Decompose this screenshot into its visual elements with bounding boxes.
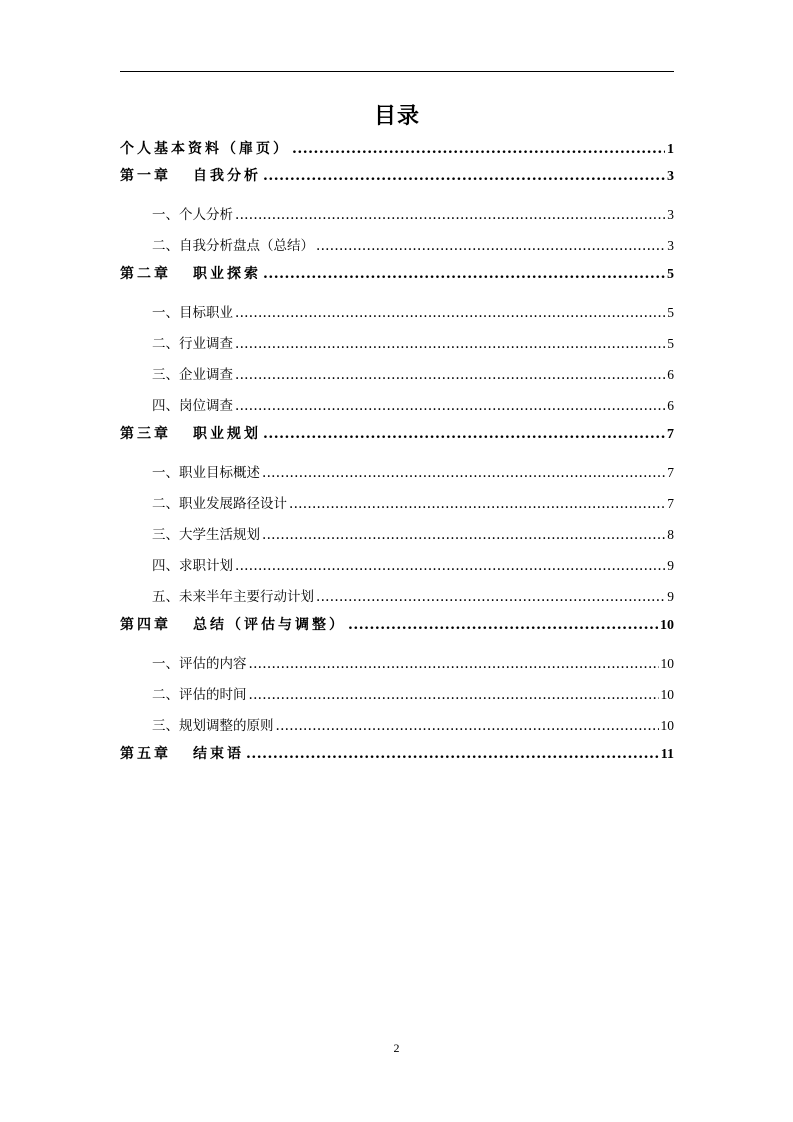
toc-entry-label: 一、个人分析 — [152, 207, 233, 223]
toc-section[interactable] — [120, 199, 674, 230]
toc-dot-leader — [235, 298, 665, 329]
toc-chapter-4[interactable] — [120, 612, 674, 639]
toc-entry-page: 5 — [667, 305, 674, 320]
toc-entry-page: 9 — [667, 589, 674, 604]
toc-section[interactable] — [120, 457, 674, 488]
toc-chapter-title: 职业探索 — [193, 266, 261, 282]
toc-title: 目录 — [373, 104, 420, 129]
toc-section[interactable] — [120, 710, 674, 741]
toc-chapter-5[interactable] — [120, 741, 674, 768]
toc-entry-label: 四、求职计划 — [152, 558, 233, 574]
toc-chapter-number: 第四章 — [120, 617, 171, 633]
toc-section[interactable] — [120, 581, 674, 612]
toc-entry-label: 二、职业发展路径设计 — [152, 496, 287, 512]
toc-dot-leader — [249, 649, 659, 680]
page-number: 2 — [393, 1041, 400, 1055]
toc-section[interactable] — [120, 390, 674, 421]
toc-dot-leader — [316, 582, 665, 613]
toc-entry-profile[interactable] — [120, 136, 674, 163]
toc-entry-label: 二、评估的时间 — [152, 687, 247, 703]
toc-entry-label: 四、岗位调查 — [152, 398, 233, 414]
toc-entry-page: 11 — [660, 747, 674, 762]
toc-entry-page: 8 — [667, 527, 674, 542]
toc-section[interactable] — [120, 550, 674, 581]
toc-entry-page: 10 — [660, 618, 674, 633]
toc-dot-leader — [348, 612, 658, 639]
toc-entry-page: 3 — [667, 169, 674, 184]
toc-entry-page: 5 — [667, 336, 674, 351]
toc-dot-leader — [235, 391, 665, 422]
toc-chapter-number: 第一章 — [120, 168, 171, 184]
toc-entry-page: 7 — [667, 427, 674, 442]
toc-chapter-title: 结束语 — [193, 746, 244, 762]
header-rule — [120, 71, 674, 72]
toc-entry-label: 三、规划调整的原则 — [152, 718, 274, 734]
toc-dot-leader — [246, 741, 659, 768]
toc-chapter-3[interactable] — [120, 421, 674, 448]
toc-chapter-number: 第二章 — [120, 266, 171, 282]
toc-dot-leader — [316, 231, 665, 262]
toc-chapter-number: 第五章 — [120, 746, 171, 762]
toc-dot-leader — [235, 360, 665, 391]
toc-entry-label: 二、自我分析盘点（总结） — [152, 238, 314, 254]
toc-dot-leader — [292, 136, 665, 163]
toc-dot-leader — [262, 520, 665, 551]
toc-entry-label — [120, 261, 261, 288]
toc-entry-label: 一、职业目标概述 — [152, 465, 260, 481]
toc-chapter-2[interactable] — [120, 261, 674, 288]
toc-entry-label: 五、未来半年主要行动计划 — [152, 589, 314, 605]
toc-entry-page: 6 — [667, 398, 674, 413]
toc-section[interactable] — [120, 488, 674, 519]
toc-dot-leader — [235, 551, 665, 582]
toc-chapter-number: 第三章 — [120, 426, 171, 442]
toc-entry-page: 10 — [660, 718, 674, 733]
toc-entry-page: 10 — [660, 687, 674, 702]
toc-dot-leader — [235, 200, 665, 231]
toc-section[interactable] — [120, 679, 674, 710]
toc-section[interactable] — [120, 328, 674, 359]
toc-chapter-1[interactable] — [120, 163, 674, 190]
toc-entry-label — [120, 163, 261, 190]
table-of-contents — [120, 136, 674, 768]
toc-dot-leader — [249, 680, 659, 711]
toc-entry-page: 5 — [667, 267, 674, 282]
toc-entry-label: 一、评估的内容 — [152, 656, 247, 672]
toc-entry-label: 一、目标职业 — [152, 305, 233, 321]
toc-section[interactable] — [120, 230, 674, 261]
toc-dot-leader — [235, 329, 665, 360]
toc-section[interactable] — [120, 648, 674, 679]
toc-entry-label: 三、企业调查 — [152, 367, 233, 383]
toc-entry-label: 个人基本资料（扉页） — [120, 141, 290, 157]
toc-entry-label: 三、大学生活规划 — [152, 527, 260, 543]
toc-section[interactable] — [120, 359, 674, 390]
toc-entry-page: 7 — [667, 496, 674, 511]
toc-entry-page: 10 — [660, 656, 674, 671]
toc-section[interactable] — [120, 297, 674, 328]
toc-entry-label: 二、行业调查 — [152, 336, 233, 352]
toc-entry-label — [120, 612, 346, 639]
toc-dot-leader — [263, 421, 665, 448]
toc-chapter-title: 自我分析 — [193, 168, 261, 184]
toc-entry-page: 3 — [667, 207, 674, 222]
toc-dot-leader — [263, 261, 665, 288]
toc-entry-label — [120, 421, 261, 448]
toc-chapter-title: 总结（评估与调整） — [193, 617, 346, 633]
toc-entry-label — [120, 741, 244, 768]
toc-entry-page: 7 — [667, 465, 674, 480]
toc-dot-leader — [289, 489, 665, 520]
toc-entry-page: 3 — [667, 238, 674, 253]
toc-entry-page: 1 — [667, 142, 674, 157]
toc-section[interactable] — [120, 519, 674, 550]
toc-entry-page: 6 — [667, 367, 674, 382]
toc-chapter-title: 职业规划 — [193, 426, 261, 442]
toc-dot-leader — [276, 711, 659, 742]
toc-entry-page: 9 — [667, 558, 674, 573]
toc-dot-leader — [262, 458, 665, 489]
toc-dot-leader — [263, 163, 665, 190]
